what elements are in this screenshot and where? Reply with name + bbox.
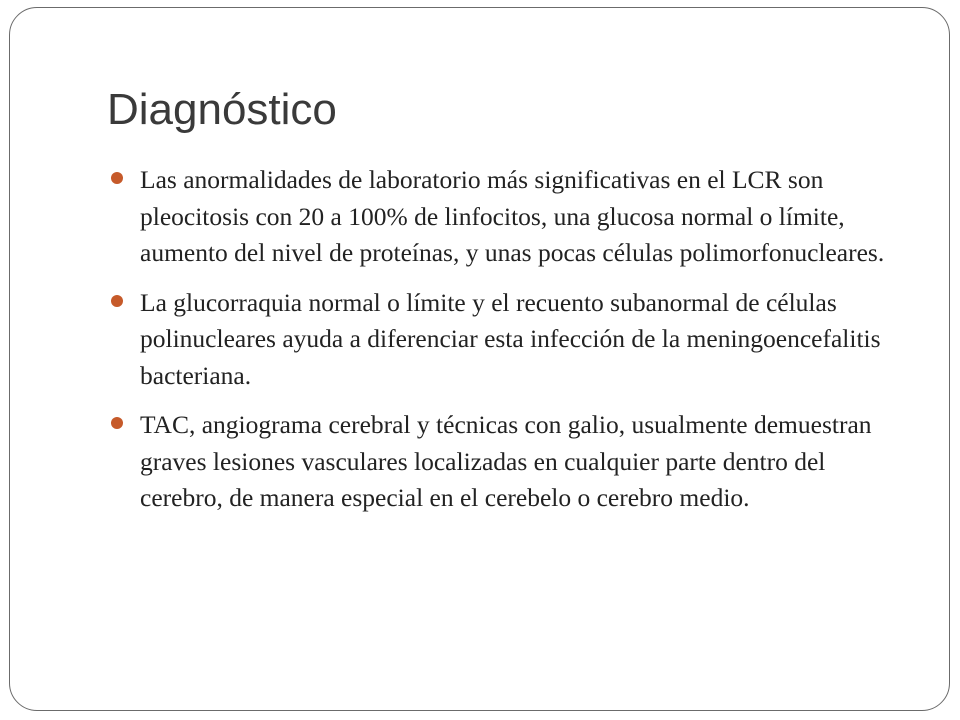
bullet-item bbox=[107, 285, 907, 395]
bullet-item bbox=[107, 407, 907, 517]
bullet-list bbox=[107, 162, 907, 530]
bullet-text: TAC, angiograma cerebral y técnicas con galio, usualmente demuestran graves lesiones vasculares localizadas en cualquier parte dentro del cerebro, de manera especial en el cerebelo o cerebro medio. bbox=[140, 410, 872, 512]
bullet-dot-icon bbox=[111, 172, 123, 184]
bullet-dot-icon bbox=[111, 295, 123, 307]
bullet-dot-icon bbox=[111, 417, 123, 429]
slide-title: Diagnóstico bbox=[107, 85, 337, 134]
bullet-text: Las anormalidades de laboratorio más significativas en el LCR son pleocitosis con 20 a 100% de linfocitos, una glucosa normal o límite, aumento del nivel de proteínas, y unas pocas células polimorfonucleares. bbox=[140, 165, 885, 267]
bullet-item bbox=[107, 162, 907, 272]
bullet-text: La glucorraquia normal o límite y el recuento subanormal de células polinucleares ayuda a diferenciar esta infección de la meningoencefalitis bacteriana. bbox=[140, 287, 881, 390]
